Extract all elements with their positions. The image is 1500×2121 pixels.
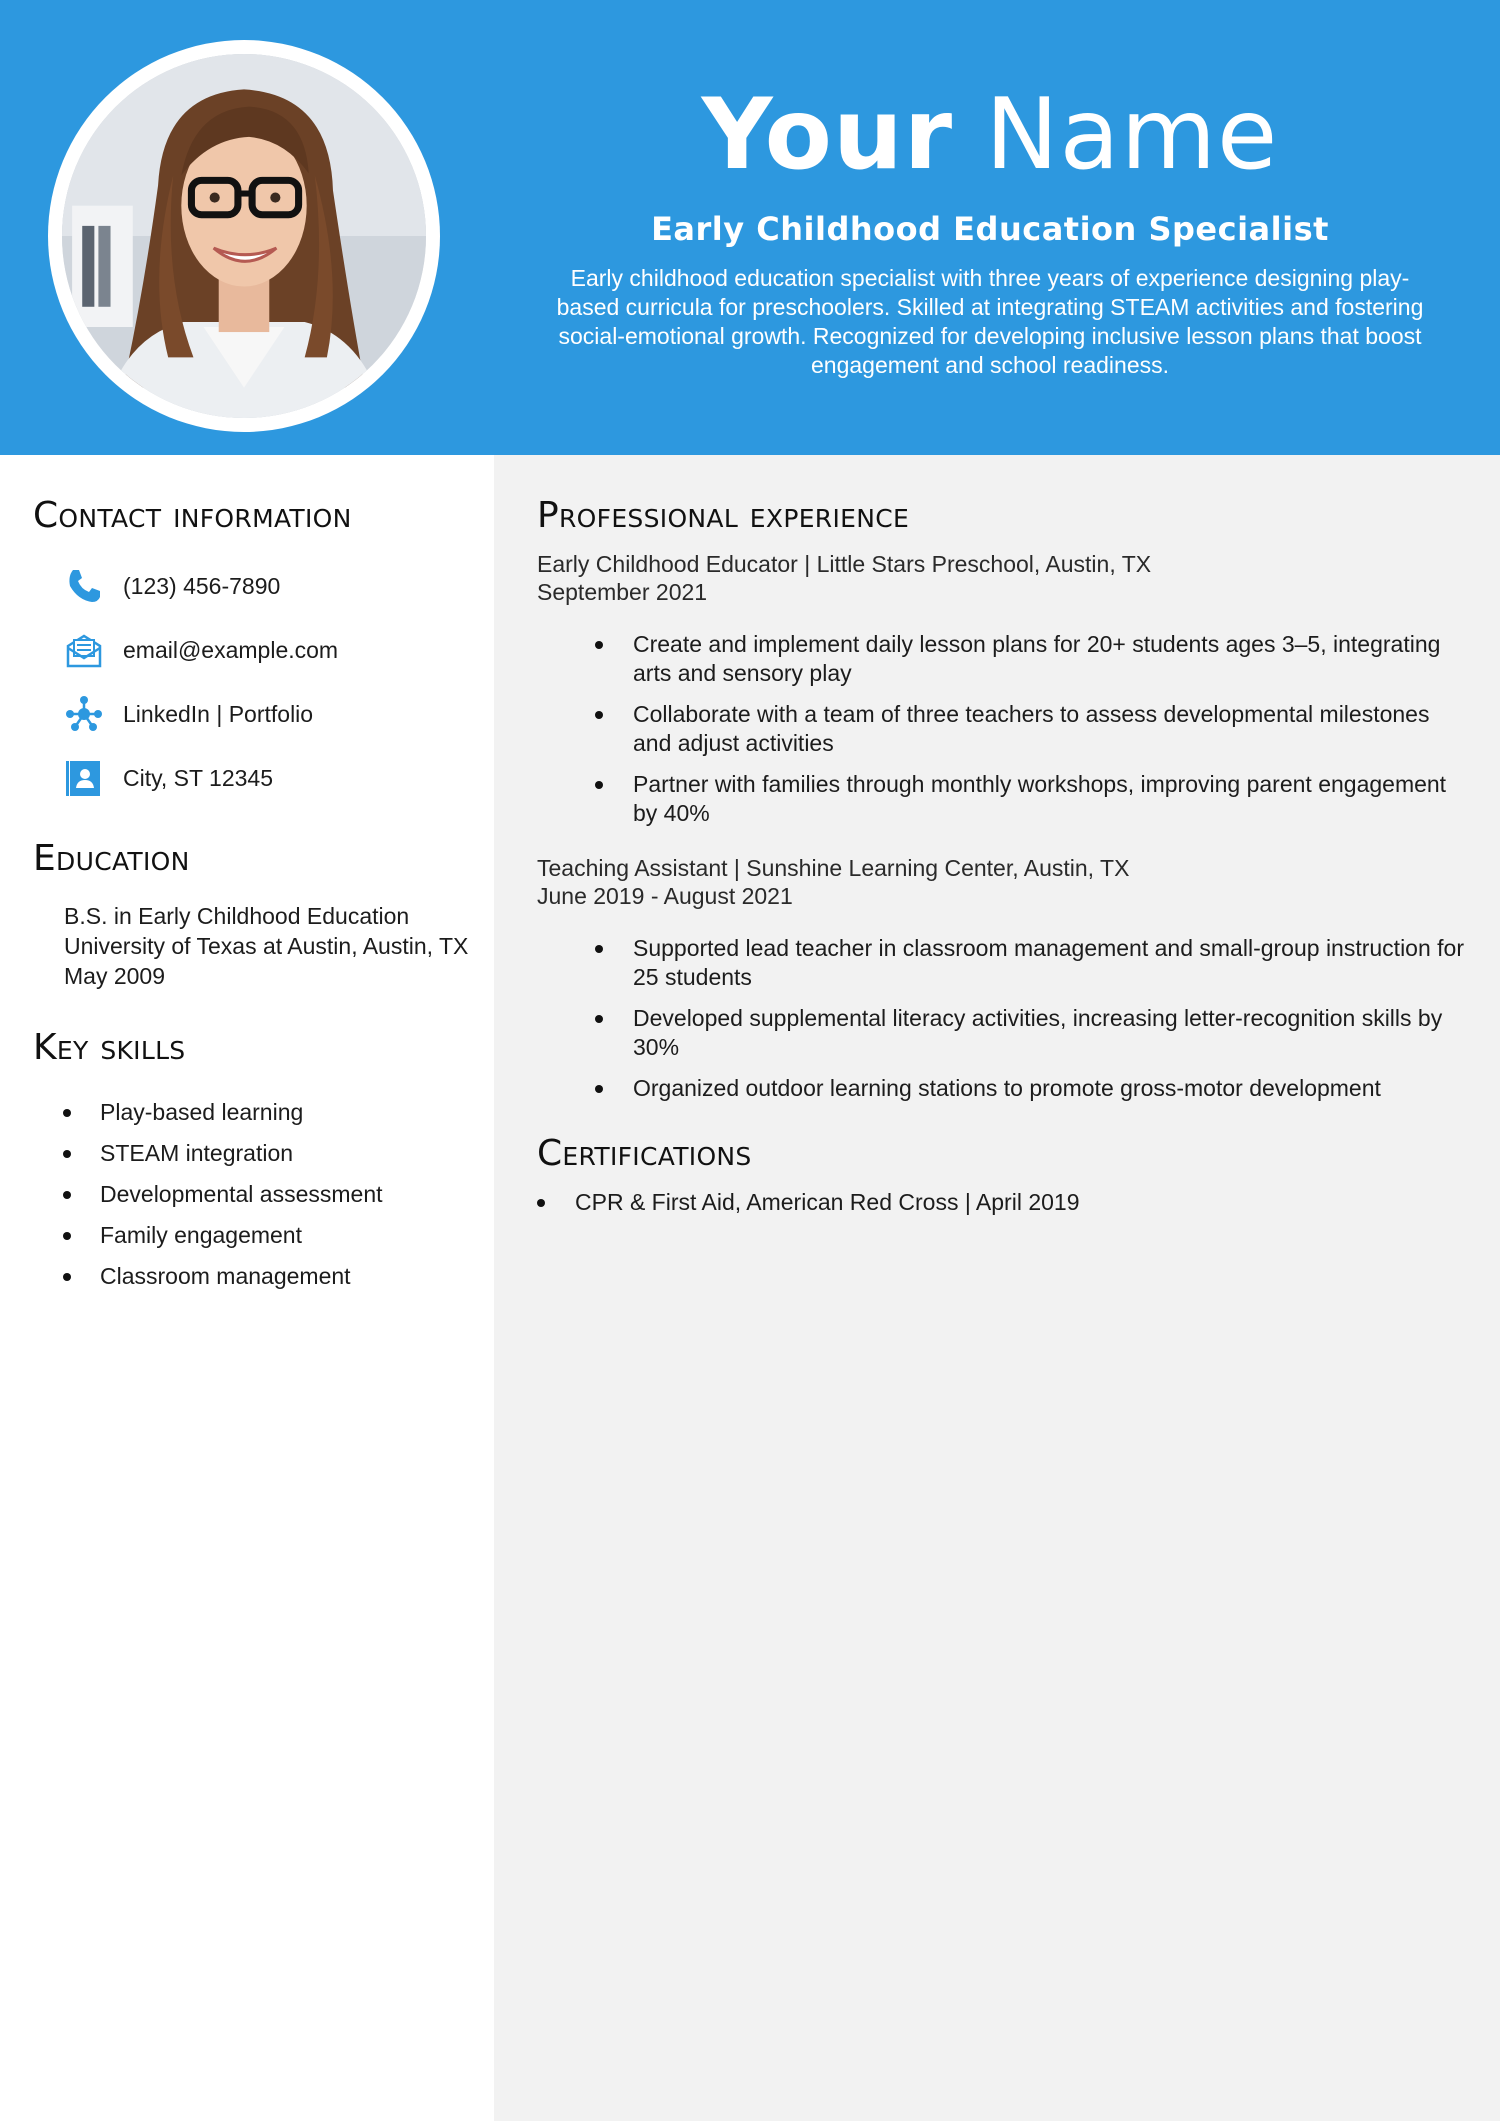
bullet-icon <box>63 1273 71 1281</box>
job-2-bullets <box>595 934 1467 1103</box>
job-bullet-text: Organized outdoor learning stations to promote gross-motor development <box>633 1075 1381 1101</box>
contact-email <box>63 618 473 682</box>
profile-photo <box>62 54 426 418</box>
contact-address <box>63 746 473 810</box>
skill-text: Developmental assessment <box>100 1181 383 1207</box>
certification-text: CPR & First Aid, American Red Cross | April 2019 <box>575 1189 1080 1215</box>
bullet-icon <box>595 641 603 649</box>
job-title: Early Childhood Education Specialist <box>651 210 1329 248</box>
education-heading: Education <box>33 838 190 879</box>
skills-list <box>63 1092 473 1297</box>
contact-email-text: email@example.com <box>123 636 339 663</box>
experience-heading: Professional experience <box>537 495 910 536</box>
job-position: Teaching Assistant | Sunshine Learning Center, Austin, TX <box>537 855 1130 881</box>
skill-item <box>63 1215 473 1256</box>
skill-item <box>63 1133 473 1174</box>
contact-address-text: City, ST 12345 <box>123 764 274 791</box>
bullet-icon <box>63 1232 71 1240</box>
header-text <box>540 80 1440 380</box>
skill-item <box>63 1174 473 1215</box>
bullet-icon <box>595 1085 603 1093</box>
bullet-icon <box>595 711 603 719</box>
skill-text: Family engagement <box>100 1222 302 1248</box>
education-entry <box>64 901 469 991</box>
contact-heading: Contact information <box>33 495 352 536</box>
right-column <box>537 455 1467 1217</box>
bullet-icon <box>595 945 603 953</box>
bullet-icon <box>63 1150 71 1158</box>
job-1-bullets <box>595 630 1467 828</box>
contact-phone-text: (123) 456-7890 <box>123 572 281 599</box>
job-entry-1 <box>537 550 1467 606</box>
address-card-icon <box>63 757 105 799</box>
education-school: University of Texas at Austin, Austin, TX <box>64 933 469 959</box>
job-bullet <box>595 630 1467 688</box>
bullet-icon <box>63 1191 71 1199</box>
profile-photo-frame <box>48 40 440 432</box>
left-column <box>33 455 473 1297</box>
bullet-icon <box>595 1015 603 1023</box>
job-bullet-text: Create and implement daily lesson plans for 20+ students ages 3–5, integrating arts and sensory play <box>633 631 1441 686</box>
bullet-icon <box>595 781 603 789</box>
education-degree: B.S. in Early Childhood Education <box>64 903 410 929</box>
job-bullet <box>595 770 1467 828</box>
job-bullet-text: Collaborate with a team of three teachers to assess developmental milestones and adjust activities <box>633 701 1430 756</box>
summary: Early childhood education specialist with three years of experience designing play-based curricula for preschoolers. Skilled at integrating STEAM activities and fostering social-emotional growth. Recognized for developing inclusive lesson plans that boost engagement and school readiness. <box>556 265 1424 378</box>
envelope-icon <box>63 629 105 671</box>
job-position: Early Childhood Educator | Little Stars Preschool, Austin, TX <box>537 551 1152 577</box>
job-bullet <box>595 934 1467 992</box>
certification-item <box>537 1188 1467 1217</box>
skill-text: Classroom management <box>100 1263 351 1289</box>
profile-photo-illustration <box>62 54 426 418</box>
job-bullet-text: Partner with families through monthly workshops, improving parent engagement by 40% <box>633 771 1447 826</box>
network-icon <box>63 693 105 735</box>
job-bullet <box>595 1004 1467 1062</box>
skill-item <box>63 1256 473 1297</box>
contact-links <box>63 682 473 746</box>
job-bullet-text: Developed supplemental literacy activities, increasing letter-recognition skills by 30% <box>633 1005 1443 1060</box>
contact-list <box>63 554 473 810</box>
certifications-heading: Certifications <box>537 1133 752 1174</box>
skill-text: STEAM integration <box>100 1140 294 1166</box>
contact-phone <box>63 554 473 618</box>
job-dates: September 2021 <box>537 579 708 605</box>
contact-links-text: LinkedIn | Portfolio <box>123 700 314 727</box>
certifications-list <box>537 1188 1467 1217</box>
name-last: Name <box>985 78 1279 192</box>
job-bullet <box>595 700 1467 758</box>
candidate-name <box>540 80 1440 190</box>
resume-header <box>0 0 1500 455</box>
bullet-icon <box>63 1109 71 1117</box>
name-first: Your <box>701 78 954 192</box>
bullet-icon <box>537 1199 545 1207</box>
job-entry-2 <box>537 854 1467 910</box>
skill-text: Play-based learning <box>100 1099 304 1125</box>
job-bullet-text: Supported lead teacher in classroom management and small-group instruction for 25 students <box>633 935 1464 990</box>
education-date: May 2009 <box>64 963 166 989</box>
skill-item <box>63 1092 473 1133</box>
job-bullet <box>595 1074 1467 1103</box>
phone-icon <box>63 565 105 607</box>
job-dates: June 2019 - August 2021 <box>537 883 793 909</box>
skills-heading: Key skills <box>33 1027 186 1068</box>
